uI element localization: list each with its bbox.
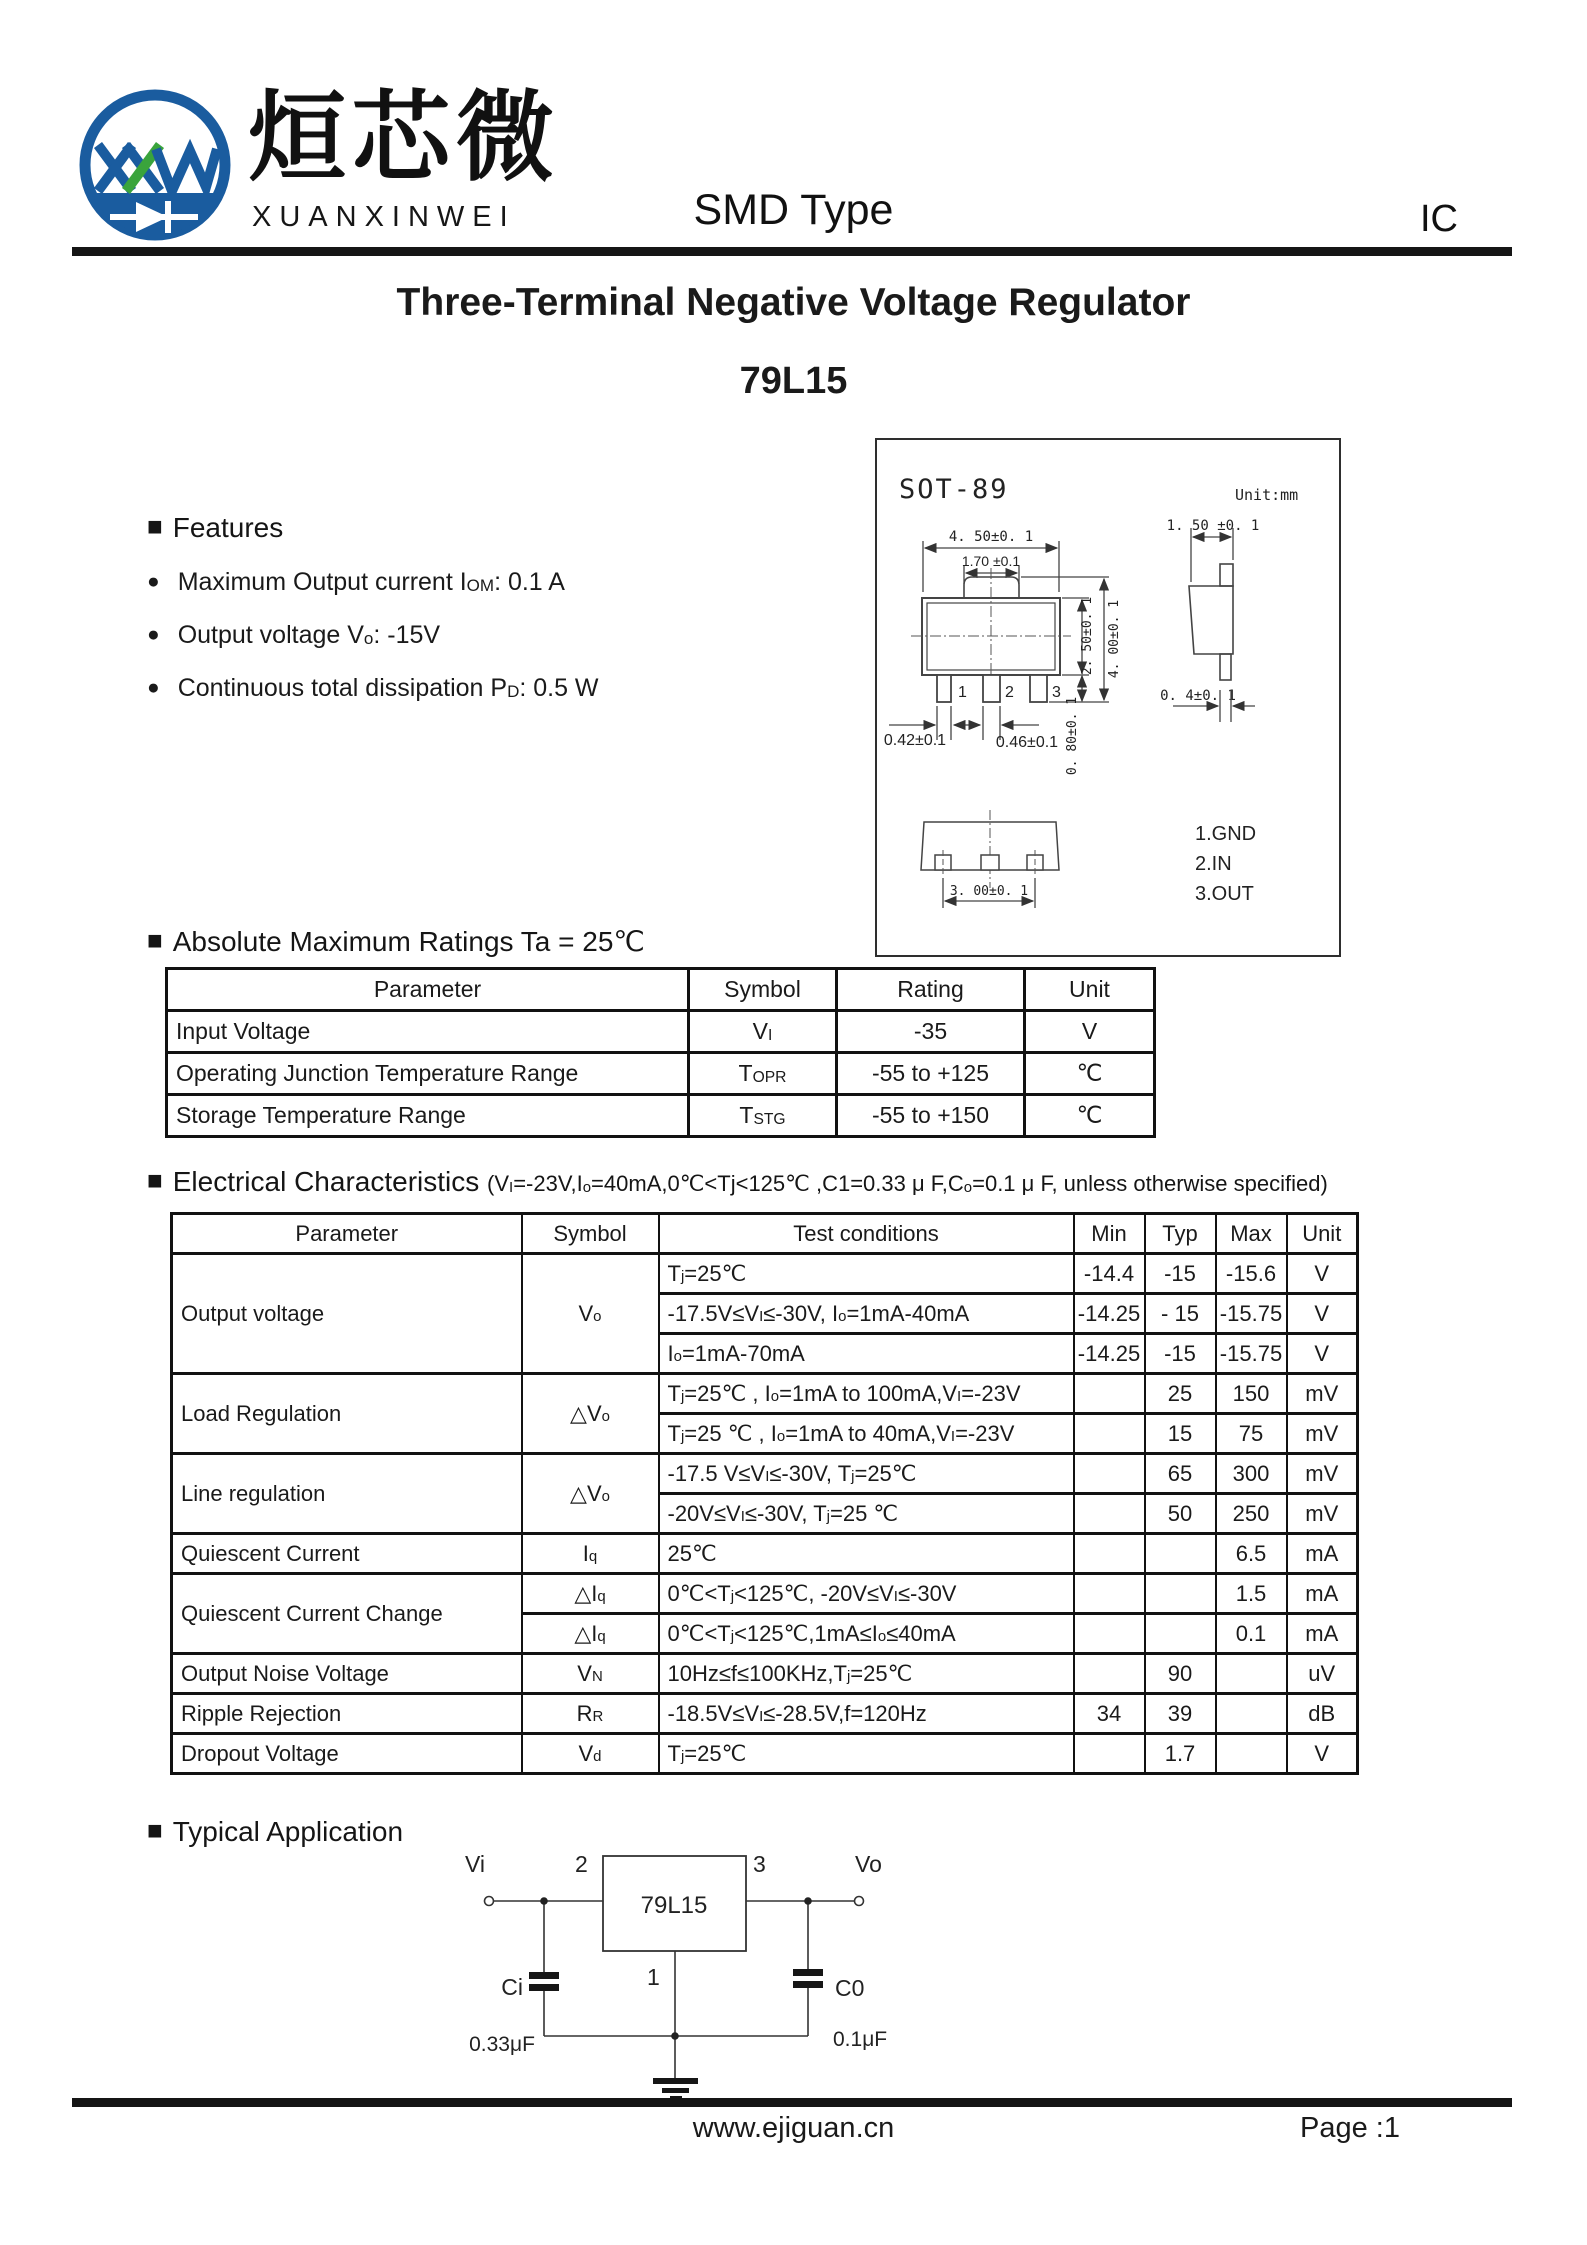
cell-cond: $-18.5V\le V_I\le-28.5V,f=120Hz$ (659, 1694, 1074, 1734)
features-section (147, 512, 599, 703)
capacitor-ci-icon (529, 1972, 559, 1991)
cell-param: Input Voltage (167, 1011, 689, 1053)
cell-max (1216, 1694, 1287, 1734)
cell-min (1074, 1414, 1145, 1454)
cell-unit: uV (1287, 1654, 1358, 1694)
application-circuit-diagram (425, 1845, 900, 2125)
cell-typ: -15 (1145, 1254, 1216, 1294)
cell-cond: $0℃<T_j<125℃,1mA\le I_o\le 40mA$ (659, 1614, 1074, 1654)
cell-max: 6.5 (1216, 1534, 1287, 1574)
section-square-icon: ■ (147, 1165, 163, 1195)
cell-unit: V (1287, 1734, 1358, 1774)
cell-param: Output Noise Voltage (172, 1654, 522, 1694)
absolute-maximum-ratings-table (165, 967, 1156, 1138)
cell-unit: mA (1287, 1574, 1358, 1614)
cell-min (1074, 1454, 1145, 1494)
pin2-label: 2 (575, 1851, 588, 1877)
footer-rule (72, 2098, 1512, 2107)
cell-min: -14.25 (1074, 1334, 1145, 1374)
cell-cond: $T_j=25℃$ , $I_o=1mA$ to $100mA,V_I=-23V$ (659, 1374, 1074, 1414)
dim-tab-width: 1.70 ±0.1 (961, 553, 1021, 569)
pin1-label: 1 (647, 1964, 660, 1990)
cell-param: Quiescent Current Change (172, 1574, 522, 1654)
cell-max: 0.1 (1216, 1614, 1287, 1654)
cell-param: Quiescent Current (172, 1534, 522, 1574)
cell-max: 250 (1216, 1494, 1287, 1534)
cell-typ (1145, 1574, 1216, 1614)
typical-application-heading: ■ Typical Application (147, 1815, 404, 1847)
cell-min (1074, 1574, 1145, 1614)
cell-min (1074, 1614, 1145, 1654)
cell-unit: ℃ (1025, 1053, 1155, 1095)
cell-typ: - 15 (1145, 1294, 1216, 1334)
cell-typ: 65 (1145, 1454, 1216, 1494)
cell-max: -15.6 (1216, 1254, 1287, 1294)
cell-cond: $I_o=1mA-70mA$ (659, 1334, 1074, 1374)
cell-unit: mV (1287, 1374, 1358, 1414)
cell-unit: mA (1287, 1534, 1358, 1574)
cell-typ: 1.7 (1145, 1734, 1216, 1774)
col-header: Unit (1025, 969, 1155, 1011)
ec-heading: ■ Electrical Characteristics ($V_I=-23V,I_o=40mA,0℃<Tj<125℃$ ,C1=0.33 μ $F,C_o=0.1$ μ F, unless otherwise specified) (147, 1165, 1328, 1197)
category-label: IC (1420, 198, 1458, 240)
col-header: Symbol (689, 969, 837, 1011)
chip-label: 79L15 (640, 1892, 708, 1919)
cell-max (1216, 1734, 1287, 1774)
footer-page-number: Page :1 (1300, 2112, 1400, 2144)
cell-param: Output voltage (172, 1254, 522, 1374)
cell-symbol: $\triangle V_o$ (522, 1454, 659, 1534)
cell-max (1216, 1654, 1287, 1694)
cell-cond: $0℃<T_j<125℃$, $-20V\le V_I\le-30V$ (659, 1574, 1074, 1614)
cell-min (1074, 1654, 1145, 1694)
amr-heading: ■ Absolute Maximum Ratings Ta = 25℃ (147, 925, 645, 957)
table-row (167, 1011, 1155, 1053)
section-square-icon: ■ (147, 1815, 163, 1845)
cell-rating: -35 (837, 1011, 1025, 1053)
cell-param: Operating Junction Temperature Range (167, 1053, 689, 1095)
cell-symbol: $\triangle I_q$ (522, 1614, 659, 1654)
bullet-icon: ● (147, 623, 160, 646)
col-header: Min (1074, 1214, 1145, 1254)
cell-min: 34 (1074, 1694, 1145, 1734)
dim-pad-pitch: 3. 00±0. 1 (949, 884, 1029, 899)
col-header: Symbol (522, 1214, 659, 1254)
cell-param: Storage Temperature Range (167, 1095, 689, 1137)
cell-unit: V (1287, 1254, 1358, 1294)
cell-typ: 39 (1145, 1694, 1216, 1734)
cell-cond: $10Hz\le f\le 100KHz,T_j=25℃$ (659, 1654, 1074, 1694)
cell-symbol: $\triangle I_q$ (522, 1574, 659, 1614)
vi-label: Vi (465, 1851, 486, 1877)
cell-param: Load Regulation (172, 1374, 522, 1454)
cell-min (1074, 1494, 1145, 1534)
cell-max: -15.75 (1216, 1294, 1287, 1334)
pin-number-2: 2 (1005, 684, 1014, 701)
cell-typ: 50 (1145, 1494, 1216, 1534)
cell-min (1074, 1734, 1145, 1774)
cell-typ: 90 (1145, 1654, 1216, 1694)
table-row (172, 1454, 1358, 1494)
dim-pin-length: 0. 80±0. 1 (1065, 696, 1080, 776)
cell-typ (1145, 1534, 1216, 1574)
bullet-icon: ● (147, 676, 160, 699)
co-value: 0.1μF (833, 2028, 888, 2051)
col-header: Rating (837, 969, 1025, 1011)
cell-min (1074, 1374, 1145, 1414)
cell-symbol: $I_q$ (522, 1534, 659, 1574)
cell-rating: -55 to +150 (837, 1095, 1025, 1137)
electrical-characteristics-table (170, 1212, 1359, 1775)
capacitor-co-icon (793, 1969, 823, 1988)
table-row (172, 1374, 1358, 1414)
cell-unit: V (1287, 1294, 1358, 1334)
cell-param: Ripple Rejection (172, 1694, 522, 1734)
cell-cond: $T_j=25$ ℃ , $I_o=1mA$ to $40mA,V_I=-23V$ (659, 1414, 1074, 1454)
table-row (172, 1654, 1358, 1694)
pin-number-1: 1 (958, 684, 967, 701)
doc-type-label: SMD Type (693, 186, 894, 234)
cell-unit: mV (1287, 1414, 1358, 1454)
col-header: Test conditions (659, 1214, 1074, 1254)
cell-symbol: $V_I$ (689, 1011, 837, 1053)
cell-max: 150 (1216, 1374, 1287, 1414)
table-row (172, 1254, 1358, 1294)
cell-symbol: $\triangle V_o$ (522, 1374, 659, 1454)
dim-pin2-width: 0.46±0.1 (995, 734, 1059, 751)
table-row (167, 1053, 1155, 1095)
col-header: Max (1216, 1214, 1287, 1254)
table-row (172, 1574, 1358, 1614)
ci-label: Ci (501, 1974, 523, 2000)
cell-max: 1.5 (1216, 1574, 1287, 1614)
unit-label: Unit:mm (1235, 486, 1299, 504)
cell-typ: -15 (1145, 1334, 1216, 1374)
part-number: 79L15 (739, 360, 848, 402)
pin-function-gnd: 1.GND (1195, 823, 1257, 845)
section-square-icon: ■ (147, 511, 163, 541)
cell-symbol: $T_{STG}$ (689, 1095, 837, 1137)
package-drawing (877, 440, 1335, 951)
cell-symbol: $V_N$ (522, 1654, 659, 1694)
cell-unit: ℃ (1025, 1095, 1155, 1137)
table-header-row (167, 969, 1155, 1011)
ec-heading-note: ($V_I=-23V,I_o=40mA,0℃<Tj<125℃$ ,C1=0.33 μ $F,C_o=0.1$ μ F, unless otherwise specified) (487, 1171, 1328, 1196)
cell-cond: 25℃ (659, 1534, 1074, 1574)
table-row (172, 1694, 1358, 1734)
dim-body-height: 2. 50±0. 1 (1080, 596, 1095, 676)
cell-min: -14.25 (1074, 1294, 1145, 1334)
cell-symbol: $R_R$ (522, 1694, 659, 1734)
bullet-icon: ● (147, 570, 160, 593)
cell-min (1074, 1534, 1145, 1574)
table-header-row (172, 1214, 1358, 1254)
application-circuit (425, 1845, 900, 2130)
cell-param: Line regulation (172, 1454, 522, 1534)
cell-typ (1145, 1614, 1216, 1654)
company-name-cn: 烜芯微 (248, 81, 561, 195)
cell-symbol: $V_d$ (522, 1734, 659, 1774)
pin3-label: 3 (753, 1851, 766, 1877)
table-row (172, 1734, 1358, 1774)
feature-item: ● Output voltage $V_o$: -15V (147, 621, 441, 649)
cell-unit: mV (1287, 1494, 1358, 1534)
col-header: Unit (1287, 1214, 1358, 1254)
ci-value: 0.33μF (469, 2033, 535, 2056)
cell-typ: 25 (1145, 1374, 1216, 1414)
cell-cond: -17.5 $V\le V_I\le-30V$, $T_j=25℃$ (659, 1454, 1074, 1494)
feature-item: ● Continuous total dissipation $P_D$: 0.5 W (147, 674, 599, 702)
cell-unit: dB (1287, 1694, 1358, 1734)
header-rule (72, 247, 1512, 256)
cell-unit: V (1287, 1334, 1358, 1374)
cell-max: -15.75 (1216, 1334, 1287, 1374)
section-square-icon: ■ (147, 925, 163, 955)
table-row (167, 1095, 1155, 1137)
cell-param: Dropout Voltage (172, 1734, 522, 1774)
page-title: Three-Terminal Negative Voltage Regulator (396, 281, 1191, 324)
dim-side-pin: 0. 4±0. 1 (1160, 688, 1236, 704)
vo-label: Vo (855, 1851, 882, 1877)
cell-max: 300 (1216, 1454, 1287, 1494)
features-heading: ■ Features (147, 511, 284, 543)
cell-cond: $T_j=25℃$ (659, 1734, 1074, 1774)
cell-max: 75 (1216, 1414, 1287, 1454)
dim-pin1-width: 0.42±0.1 (883, 732, 947, 749)
dim-total-height: 4. 00±0. 1 (1107, 599, 1122, 679)
cell-unit: mA (1287, 1614, 1358, 1654)
cell-symbol: $V_o$ (522, 1254, 659, 1374)
company-name-en: XUANXINWEI (252, 201, 516, 233)
cell-min: -14.4 (1074, 1254, 1145, 1294)
cell-unit: mV (1287, 1454, 1358, 1494)
dim-top-width: 4. 50±0. 1 (948, 529, 1034, 545)
col-header: Parameter (172, 1214, 522, 1254)
cell-cond: $-20V\le V_I\le-30V$, $T_j=25$ ℃ (659, 1494, 1074, 1534)
feature-item: ● Maximum Output current $I_{OM}$: 0.1 A (147, 568, 565, 596)
package-name: SOT-89 (899, 474, 1009, 505)
col-header: Parameter (167, 969, 689, 1011)
pin-function-out: 3.OUT (1195, 883, 1254, 905)
col-header: Typ (1145, 1214, 1216, 1254)
dim-side-width: 1. 50 ±0. 1 (1166, 518, 1260, 534)
cell-typ: 15 (1145, 1414, 1216, 1454)
cell-symbol: $T_{OPR}$ (689, 1053, 837, 1095)
logo-letters (98, 145, 217, 191)
footer-website: www.ejiguan.cn (692, 2112, 895, 2144)
table-row (172, 1534, 1358, 1574)
cell-rating: -55 to +125 (837, 1053, 1025, 1095)
cell-unit: V (1025, 1011, 1155, 1053)
cell-cond: $-17.5V\le V_I\le-30V$, $I_o=1mA-40mA$ (659, 1294, 1074, 1334)
pin-function-in: 2.IN (1195, 853, 1232, 875)
co-label: C0 (835, 1975, 865, 2001)
cell-cond: $T_j=25℃$ (659, 1254, 1074, 1294)
package-drawing-panel (875, 438, 1341, 957)
pin-number-3: 3 (1052, 684, 1061, 701)
